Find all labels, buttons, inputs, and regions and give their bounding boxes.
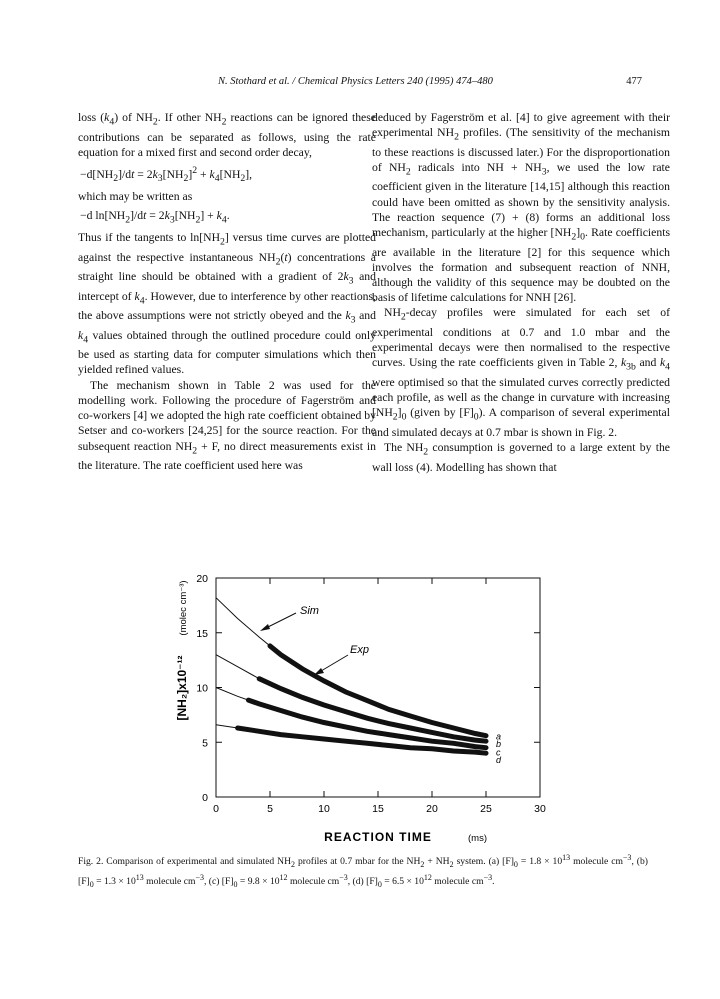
- paragraph: deduced by Fagerström et al. [4] to give agreement with their experimental $NH_2$ profiles. (The sensitivity of the mechanism to these reactions is discussed later.) For the disproportionation of $NH_2$ radicals into NH + $NH_3$, we used the low rate coefficient given in the literature [14,15] although this reaction could have been omitted as shown by the sensitivity analysis. The reaction sequence (7) + (8) forms an additional loss mechanism, particularly at the higher $[NH_2]_0$. Rate coefficients are available in the literature [2] for this sequence which involves the formation and subsequent reaction of NNH, although the validity of this sequence may be doubted on the basis of lifetime calculations for NNH [26].: [372, 111, 671, 305]
- equation-rate: $-d[NH_2]/dt = 2k_3[NH_2]^2 + k_4[NH_2]$,: [80, 164, 253, 185]
- y-tick-label: 15: [196, 627, 208, 640]
- equation-log-rate: −d $\ln[NH_2]/dt = 2k_3[NH_2] + k_4$.: [80, 208, 230, 225]
- sim-arrowhead: [260, 624, 270, 631]
- x-axis-unit: (ms): [468, 833, 487, 844]
- decay-chart: [150, 568, 570, 846]
- right-column: [372, 110, 670, 475]
- paragraph: The $NH_2$ consumption is governed to a large extent by the wall loss (4). Modelling has shown that: [372, 441, 670, 474]
- page-number: 477: [626, 76, 642, 87]
- series-label-d: d: [496, 755, 502, 766]
- running-header: [0, 76, 720, 94]
- exp-annotation: Exp: [350, 644, 369, 656]
- y-tick-label: 0: [202, 792, 208, 804]
- paragraph: loss $(k_4)$ of $NH_2$. If other $NH_2$ reactions can be ignored these contributions can be separated as follows, using the rate equation for a mixed first and second order decay,: [78, 111, 376, 159]
- exp-arrowhead: [314, 668, 324, 675]
- y-axis-unit: (molec cm⁻³): [178, 580, 189, 636]
- figure-2: [150, 568, 570, 846]
- y-tick-label: 5: [202, 737, 208, 750]
- series-label-b: b: [496, 739, 502, 750]
- y-tick-label: 10: [196, 682, 208, 695]
- x-tick-label: 5: [267, 803, 273, 815]
- x-tick-label: 20: [426, 803, 438, 815]
- y-axis-title: [NH₂]x10⁻¹²: [175, 655, 189, 721]
- journal-reference: N. Stothard et al. / Chemical Physics Letters 240 (1995) 474–480: [218, 76, 493, 87]
- x-tick-label: 15: [372, 803, 384, 815]
- paragraph: The mechanism shown in Table 2 was used for the modelling work. Following the procedure of Fagerström and co-workers [4] we adopted the high rate coefficient obtained by Setser and co-workers [24,25] for the source reaction. For the subsequent reaction $NH_2 + F$, no direct measurements exist in the literature. The rate coefficient used here was: [78, 378, 376, 473]
- paragraph: $NH_2$-decay profiles were simulated for each set of experimental conditions at 0.7 and 1.0 mbar and the experimental decays were then normalised to the respective curves. Using the rate coefficients given in Table 2, $k_{3b}$ and $k_4$ were optimised so that the simulated curves correctly predicted each profile, as well as the change in curvature with increasing $[NH_2]_0$ (given by $[F]_0$). A comparison of several experimental and simulated decays at 0.7 mbar is shown in Fig. 2.: [372, 306, 671, 439]
- left-column: [78, 110, 376, 473]
- series-label-c: c: [496, 747, 501, 758]
- series-label-a: a: [496, 731, 502, 742]
- x-tick-label: 30: [534, 803, 546, 815]
- y-tick-label: 20: [196, 573, 208, 585]
- experimental-band-c: [248, 700, 486, 748]
- paragraph: which may be written as: [78, 190, 193, 204]
- x-tick-label: 0: [213, 803, 219, 815]
- x-tick-label: 10: [318, 803, 330, 815]
- plot-frame: [216, 578, 540, 797]
- paragraph: Thus if the tangents to $\ln[NH_2]$ versus time curves are plotted against the respective instantaneous $NH_2(t)$ concentrations a straight line should be obtained with a gradient of $2k_3$ and intercept of $k_4$. However, due to interference by other reactions, the above assumptions were not strictly obeyed and the $k_3$ and $k_4$ values obtained through the outlined procedure could only be used as starting data for computer simulations which then yielded refined values.: [78, 231, 376, 377]
- sim-annotation: Sim: [300, 605, 319, 617]
- x-axis-title: REACTION TIME: [324, 830, 432, 844]
- x-tick-label: 25: [480, 803, 492, 815]
- figure-caption: Fig. 2. Comparison of experimental and simulated $NH_2$ profiles at 0.7 mbar for the $NH_2 + NH_2$ system. (a) $[F]_0 = 1.8 \times 10^{13}$ molecule $cm^{-3}$, (b) $[F]_0 = 1.3 \times 10^{13}$ molecule $cm^{-3}$, (c) $[F]_0 = 9.8 \times 10^{12}$ molecule $cm^{-3}$, (d) $[F]_0 = 6.5 \times 10^{12}$ molecule $cm^{-3}$.: [78, 853, 648, 889]
